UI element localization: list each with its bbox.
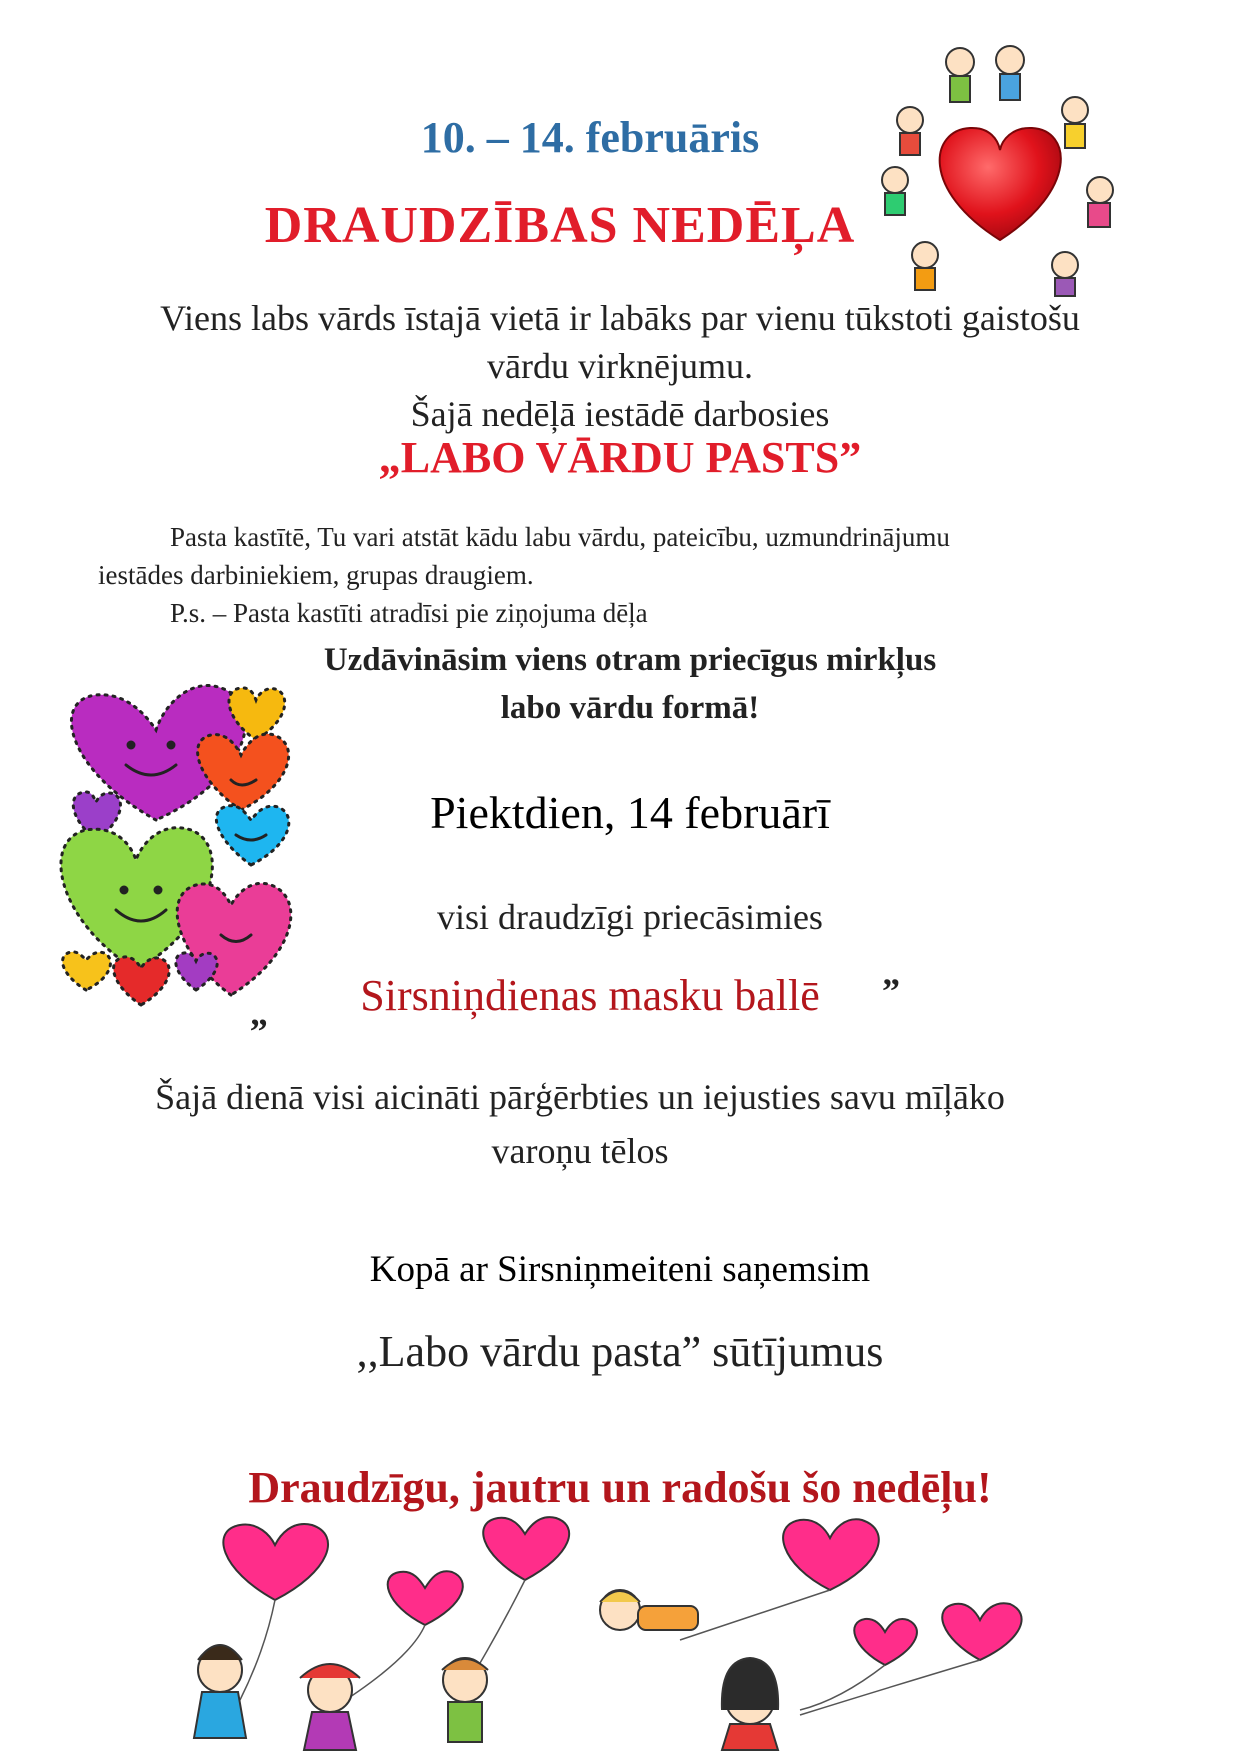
mailbox-paragraph [98,518,1158,594]
ball-open-quote: „ [250,993,268,1033]
event-dates: 10. – 14. februāris [420,113,760,162]
kid-5-dress [722,1724,778,1750]
balloon-heart-1 [223,1524,328,1600]
dress-up-invitation [80,1070,1080,1178]
balloon-heart-2 [388,1571,463,1625]
balloon-heart-3 [483,1517,569,1580]
dress-line-1: Šajā dienā visi aicināti pārģērbties un iejusties savu mīļāko [155,1077,1005,1117]
mail-deliveries-line: ,,Labo vārdu pasta” sūtījumus [356,1327,884,1376]
ball-close-quote: ” [882,971,900,1011]
gift-message [200,636,1060,732]
friday-heading: Piektdien, 14 februārī [430,787,830,838]
announce-line: Šajā nedēļā iestādē darbosies [410,394,830,434]
closing-wish: Draudzīgu, jautru un radošu šo nedēļu! [248,1463,992,1512]
para-line-2: iestādes darbiniekiem, grupas draugiem. [98,560,534,590]
kid-3-shirt [448,1702,482,1742]
together-line: Kopā ar Sirsniņmeiteni saņemsim [369,1249,871,1290]
gift-line-1: Uzdāvināsim viens otram priecīgus mirkļus [323,642,937,678]
friendship-quote [80,294,1160,438]
quote-line-2: vārdu virknējumu. [487,346,753,386]
postscript-note: P.s. – Pasta kastīti atradīsi pie ziņojuma dēļa [170,598,648,628]
heart-purple-bottom [176,953,217,990]
children-balloons-illustration [180,1510,1040,1750]
gift-line-2: labo vārdu formā! [500,690,760,726]
page-title: DRAUDZĪBAS NEDĒĻA [264,197,856,254]
balloon-heart-4 [783,1519,879,1590]
kid-1-dress [194,1692,246,1738]
big-red-heart [940,128,1061,240]
heart-orange [198,734,289,810]
smiling-hearts-illustration [46,670,306,1010]
kid-4-body [638,1606,698,1630]
quote-line-1: Viens labs vārds īstajā vietā ir labāks par vienu tūkstoti gaistošu [160,298,1080,338]
heart-yellow-bottom [63,952,111,990]
ball-name: Sirsniņdienas masku ballē [354,970,826,1021]
kid-2-dress [304,1712,356,1750]
balloon-heart-5 [854,1619,917,1665]
dress-line-2: varoņu tēlos [491,1131,669,1171]
rejoice-line: visi draudzīgi priecāsimies [437,897,823,937]
post-name-heading: „LABO VĀRDU PASTS” [378,433,862,482]
ball-line [250,970,930,1034]
children-heart-illustration [860,40,1140,300]
heart-blue [216,806,288,865]
para-line-1: Pasta kastītē, Tu vari atstāt kādu labu vārdu, pateicību, uzmundrinājumu [170,522,950,552]
balloon-heart-6 [942,1603,1021,1660]
